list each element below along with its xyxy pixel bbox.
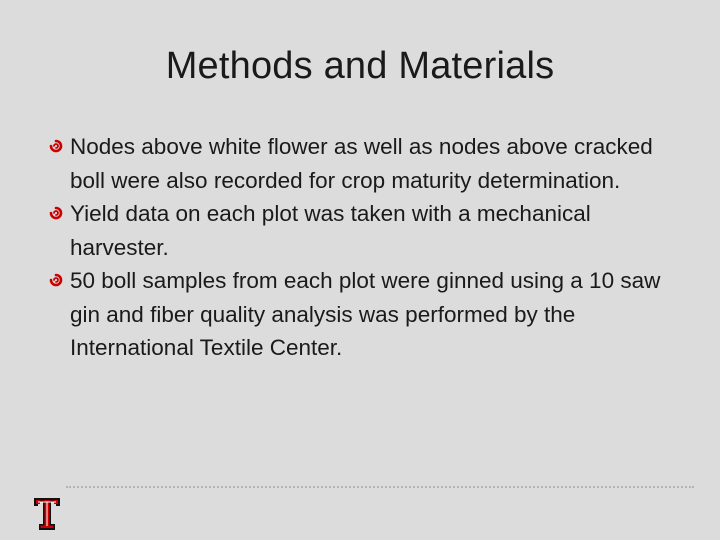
bullet-item [48,130,688,197]
swirl-bullet-icon [48,272,64,288]
bullet-item [48,264,688,365]
bullet-list [48,130,688,365]
slide-title: Methods and Materials [165,45,555,87]
bullet-text: Yield data on each plot was taken with a mechanical harvester. [70,201,591,260]
bullet-text: 50 boll samples from each plot were ginned using a 10 saw gin and fiber quality analysis was performed by the International Textile Center. [70,268,661,360]
double-t-logo [33,497,61,531]
swirl-bullet-icon [48,138,64,154]
footer-divider [66,486,694,488]
bullet-item [48,197,688,264]
swirl-bullet-icon [48,205,64,221]
bullet-text: Nodes above white flower as well as nodes above cracked boll were also recorded for crop maturity determination. [70,134,653,193]
